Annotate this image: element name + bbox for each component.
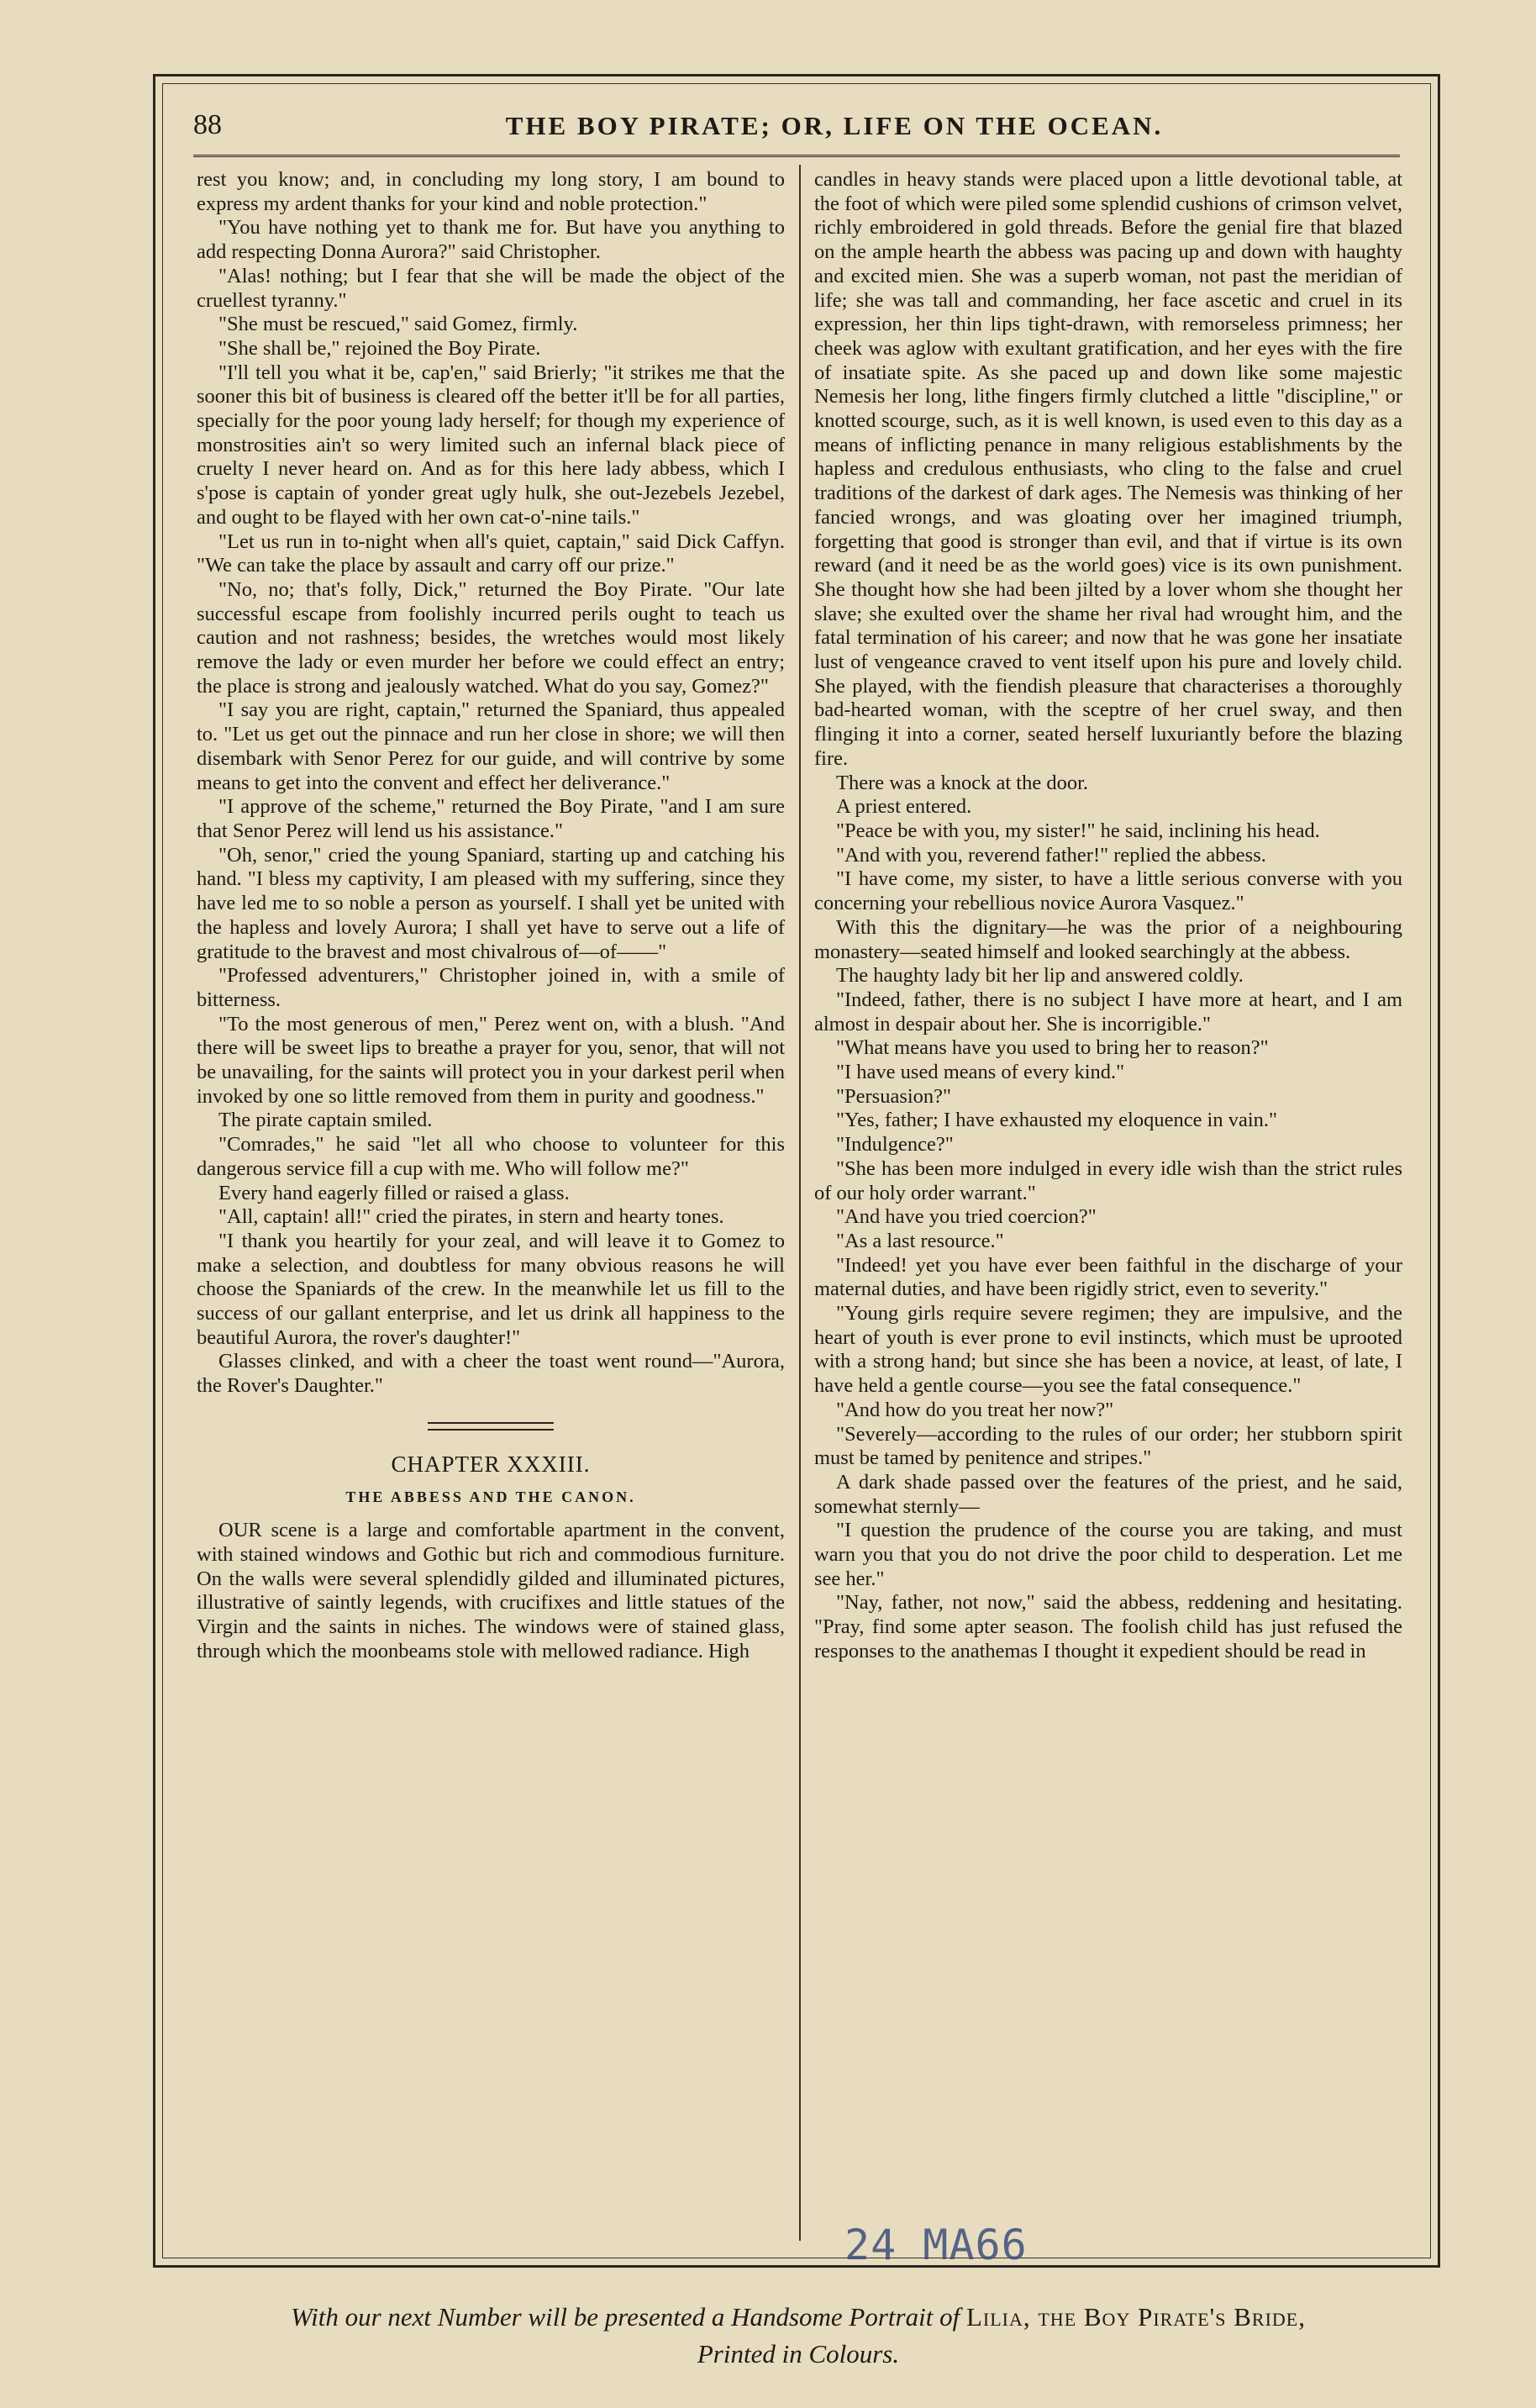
paragraph: "You have nothing yet to thank me for. But have you anything to add respecting Donna Aurora?" said Christopher.	[197, 216, 785, 264]
paragraph: "I'll tell you what it be, cap'en," said Brierly; "it strikes me that the sooner this bit of business is cleared off the better it'll be for all parties, specially for the poor young lady herself; for though my experience of monstrosities ain't so wery limited such an infernal black piece of cruelty I never heard on. And as for this here lady abbess, which I s'pose is captain of yonder great ugly hulk, she out-Jezebels Jezebel, and ought to be flayed with her own cat-o'-nine tails."	[197, 361, 785, 529]
paragraph: A dark shade passed over the features of the priest, and he said, somewhat sternly—	[814, 1470, 1402, 1518]
paragraph: "Severely—according to the rules of our order; her stubborn spirit must be tamed by penitence and stripes."	[814, 1422, 1402, 1470]
paragraph: "Alas! nothing; but I fear that she will be made the object of the cruellest tyranny."	[197, 264, 785, 312]
page-frame-inner	[162, 83, 1431, 2258]
paragraph: "I question the prudence of the course you are taking, and must warn you that you do not drive the poor child to desperation. Let me see her."	[814, 1519, 1402, 1590]
left-column	[197, 168, 785, 1663]
right-column	[814, 168, 1402, 1664]
paragraph: "All, captain! all!" cried the pirates, in stern and hearty tones.	[218, 1205, 724, 1229]
paragraph: Every hand eagerly filled or raised a glass.	[218, 1181, 570, 1204]
paragraph: "She has been more indulged in every idle wish than the strict rules of our holy order warrant."	[814, 1157, 1402, 1204]
column-divider	[799, 165, 801, 2241]
paragraph: "What means have you used to bring her to reason?"	[836, 1036, 1269, 1060]
paragraph: "Oh, senor," cried the young Spaniard, starting up and catching his hand. "I bless my captivity, I am pleased with my suffering, since they have led me to so noble a person as yourself. I shall yet be united with the hapless and lovely Aurora; I shall yet have to serve out a life of gratitude to the bravest and most chivalrous of—of——"	[197, 843, 785, 963]
paragraph: "As a last resource."	[836, 1229, 1004, 1252]
paragraph: "Young girls require severe regimen; they are impulsive, and the heart of youth is ever prone to evil instincts, which must be uprooted with a strong hand; but since she has been a novice, at least, of late, I have held a gentle course—you see the fatal consequence."	[814, 1302, 1402, 1398]
paragraph: "Professed adventurers," Christopher joined in, with a smile of bitterness.	[197, 964, 785, 1011]
paragraph: "She must be rescued," said Gomez, firmly.	[218, 313, 578, 336]
paragraph: "Peace be with you, my sister!" he said, inclining his head.	[836, 819, 1320, 842]
paragraph: "No, no; that's folly, Dick," returned the Boy Pirate. "Our late successful escape from foolishly incurred perils ought to teach us caution and not rashness; besides, the wretches would most likely remove the lady or even murder her before we could effect an entry; the place is strong and jealously watched. What do you say, Gomez?"	[197, 577, 785, 698]
paragraph: A priest entered.	[836, 795, 972, 819]
notice-italic-text: With our next Number will be presented a Handsome Portrait of	[291, 2302, 960, 2332]
paragraph: "I have used means of every kind."	[836, 1061, 1125, 1084]
paragraph: There was a knock at the door.	[836, 771, 1089, 794]
page-number: 88	[193, 109, 222, 140]
paragraph: "Comrades," he said "let all who choose to volunteer for this dangerous service fill a cup with me. Who will follow me?"	[197, 1133, 785, 1180]
paragraph: "Yes, father; I have exhausted my eloquence in vain."	[836, 1109, 1278, 1132]
chapter-divider	[428, 1422, 554, 1431]
paragraph: candles in heavy stands were placed upon a little devotional table, at the foot of which were piled some splendid cushions of crimson velvet, richly embroidered in gold threads. Before the genial fire that blazed on the ample hearth the abbess was pacing up and down with haughty and excited mien. She was a superb woman, not past the meridian of life; she was tall and commanding, her face ascetic and cruel in its expression, her thin lips tight-drawn, with remorseless primness; her cheek was aglow with exultant gratification, and her eyes with the fire of insatiate spite. As she paced up and down like some majestic Nemesis her long, lithe fingers firmly clutched a little "discipline," or knotted scourge, such, as it is well known, is used even to this day as a means of inflicting penance in many religious establishments by the hapless and credulous enthusiasts, who cling to the false and cruel traditions of the darkest of dark ages. The Nemesis was thinking of her fancied wrongs, and was gloating over her imagined triumph, forgetting that good is stronger than evil, and that if virtue is its own reward (and it need be as the world goes) vice is its own punishment. She thought how she had been jilted by a lover whom she thought her slave; she exulted over the shame her rival had wrought him, and the fatal termination of his career; and now that he was gone her insatiate lust of vengeance craved to vent itself upon his pure and lovely child. She played, with the fiendish pleasure that characterises a thoroughly bad-hearted woman, with the sceptre of her cruel sway, and then flinging it into a corner, seated herself luxuriantly before the blazing fire.	[814, 168, 1402, 770]
paragraph: "I approve of the scheme," returned the Boy Pirate, "and I am sure that Senor Perez will lend us his assistance."	[197, 795, 785, 842]
paragraph: Glasses clinked, and with a cheer the toast went round—"Aurora, the Rover's Daughter."	[197, 1350, 785, 1398]
paragraph: "Nay, father, not now," said the abbess, reddening and hesitating. "Pray, find some apter season. The foolish child has just refused the responses to the anathemas I thought it expedient should be read in	[814, 1591, 1402, 1662]
paragraph: "I have come, my sister, to have a little serious converse with you concerning your rebellious novice Aurora Vasquez."	[814, 867, 1402, 915]
running-head	[193, 106, 1400, 157]
paragraph: "Indulgence?"	[836, 1133, 954, 1157]
footer-notice	[143, 2299, 1454, 2373]
paragraph: "Indeed! yet you have ever been faithful in the discharge of your maternal duties, and have been rigidly strict, even to severity."	[814, 1253, 1402, 1301]
paragraph: The pirate captain smiled.	[218, 1109, 433, 1132]
paragraph: "To the most generous of men," Perez went on, with a blush. "And there will be sweet lips to breathe a prayer for you, senor, that will not be unavailing, for the saints will protect you in your darkest peril when invoked by one so little removed from them in purity and goodness."	[197, 1012, 785, 1108]
paragraph: "I say you are right, captain," returned the Spaniard, thus appealed to. "Let us get out the pinnace and run her close in shore; we will then disembark with Senor Perez for our guide, and will contrive by some means to get into the convent and effect her deliverance."	[197, 698, 785, 794]
notice-smallcaps-text: Lilia, the Boy Pirate's Bride,	[965, 2302, 1306, 2332]
chapter-title: CHAPTER XXXIII.	[391, 1451, 591, 1477]
notice-second-line: Printed in Colours.	[697, 2339, 900, 2368]
paragraph: rest you know; and, in concluding my long story, I am bound to express my ardent thanks for your kind and noble protection."	[197, 168, 785, 215]
paragraph: With this the dignitary—he was the prior of a neighbouring monastery—seated himself and looked searchingly at the abbess.	[814, 915, 1402, 963]
chapter-opening-paragraph: OUR scene is a large and comfortable apartment in the convent, with stained windows and Gothic but rich and commodious furniture. On the walls were several splendidly gilded and illuminated pictures, illustrative of saintly legends, with crucifixes and little statues of the Virgin and the saints in niches. The windows were of stained glass, through which the moonbeams stole with mellowed radiance. High	[197, 1519, 785, 1662]
page-frame	[153, 74, 1440, 2268]
paragraph: "Persuasion?"	[836, 1084, 952, 1108]
paragraph: "And how do you treat her now?"	[836, 1398, 1114, 1421]
running-title: THE BOY PIRATE; OR, LIFE ON THE OCEAN.	[505, 111, 1164, 140]
paragraph: The haughty lady bit her lip and answered coldly.	[836, 964, 1244, 988]
paragraph: "Let us run in to-night when all's quiet, captain," said Dick Caffyn. "We can take the place by assault and carry off our prize."	[197, 530, 785, 577]
paragraph: "And with you, reverend father!" replied the abbess.	[836, 843, 1266, 867]
paragraph: "Indeed, father, there is no subject I have more at heart, and I am almost in despair about her. She is incorrigible."	[814, 988, 1402, 1035]
library-date-stamp: 24 MA66	[844, 2221, 1028, 2269]
chapter-subtitle: THE ABBESS AND THE CANON.	[345, 1488, 636, 1505]
paragraph: "She shall be," rejoined the Boy Pirate.	[218, 336, 541, 360]
paragraph: "And have you tried coercion?"	[836, 1205, 1097, 1229]
paragraph: "I thank you heartily for your zeal, and will leave it to Gomez to make a selection, and doubtless for many obvious reasons he will choose the Spaniards of the crew. In the meanwhile let us fill to the success of our gallant enterprise, and let us drink all happiness to the beautiful Aurora, the rover's daughter!"	[197, 1229, 785, 1349]
